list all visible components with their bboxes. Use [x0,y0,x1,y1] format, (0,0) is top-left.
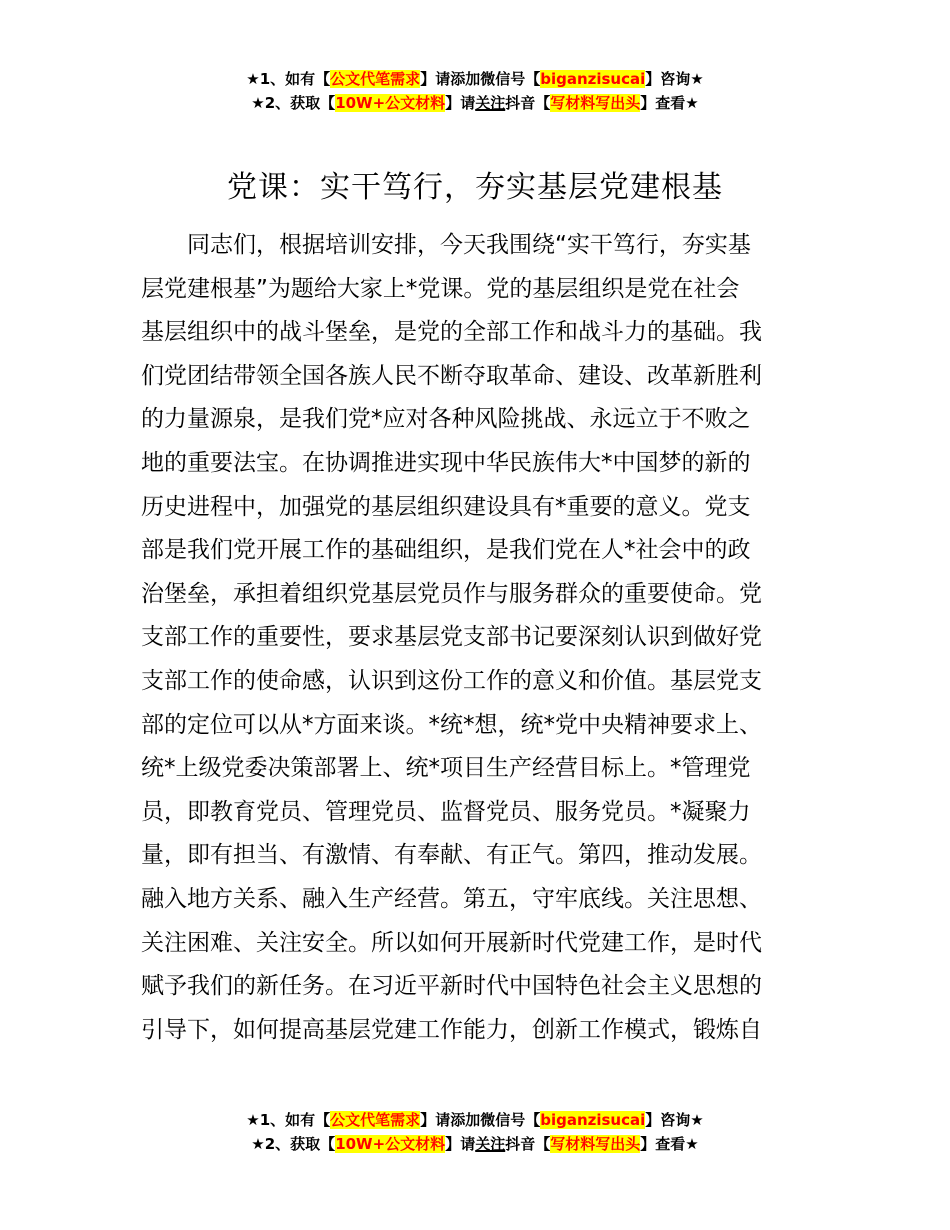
highlight-text: 公文代笔需求 [330,70,421,88]
body-line: 量，即有担当、有激情、有奉献、有正气。第四，推动发展。 [141,842,762,869]
highlight-text: 10W+公文材料 [335,94,446,112]
banner-text: 】咨询★ [645,1111,704,1129]
star-icon: ★ [251,94,265,112]
body-line: 历史进程中，加强党的基层组织建设具有*重要的意义。党支 [141,493,751,520]
body-line: 部是我们党开展工作的基础组织，是我们党在人*社会中的政 [141,537,751,564]
body-line: 支部工作的重要性，要求基层党支部书记要深刻认识到做好党 [141,624,762,651]
banner-text: 】请添加微信号【 [420,1111,541,1129]
highlight-text: 10W+公文材料 [335,1135,446,1153]
body-line: 赋予我们的新任务。在习近平新时代中国特色社会主义思想的 [141,973,762,1000]
banner-text: 1、如有【 [259,70,331,88]
footer-banner-line-2 [0,1132,950,1156]
banner-text: 】查看★ [640,1135,699,1153]
banner-text: 2、获取【 [264,94,336,112]
banner-text: 2、获取【 [264,1135,336,1153]
douyin-account-highlight: 写材料写出头 [550,1135,641,1153]
body-line: 们党团结带领全国各族人民不断夺取革命、建设、改革新胜利 [141,362,762,389]
wechat-id-highlight: biganzisucai [540,70,646,88]
body-line: 治堡垒，承担着组织党基层党员作与服务群众的重要使命。党 [141,580,762,607]
header-banner-line-2 [0,91,950,115]
banner-text: 】查看★ [640,94,699,112]
body-line: 的力量源泉，是我们党*应对各种风险挑战、永远立于不败之 [141,406,751,433]
body-line: 融入地方关系、融入生产经营。第五，守牢底线。关注思想、 [141,885,762,912]
footer-banner-line-1 [0,1108,950,1132]
banner-text: 1、如有【 [259,1111,331,1129]
body-line: 部的定位可以从*方面来谈。*统*想，统*党中央精神要求上、 [141,711,762,738]
body-line: 基层组织中的战斗堡垒，是党的全部工作和战斗力的基础。我 [141,319,762,346]
body-line: 引导下，如何提高基层党建工作能力，创新工作模式，锻炼自 [141,1016,762,1043]
body-line: 关注困难、关注安全。所以如何开展新时代党建工作，是时代 [141,929,762,956]
banner-text: 】请 [445,94,476,112]
star-icon: ★ [246,70,260,88]
document-title: 党课：实干笃行，夯实基层党建根基 [227,170,723,205]
douyin-account-highlight: 写材料写出头 [550,94,641,112]
banner-text: 】请添加微信号【 [420,70,541,88]
header-banner-line-1 [0,67,950,91]
underlined-text: 关注 [475,1135,506,1153]
banner-text: 抖音【 [505,1135,551,1153]
body-line: 层党建根基”为题给大家上*党课。党的基层组织是党在社会 [141,275,740,302]
body-line: 地的重要法宝。在协调推进实现中华民族伟大*中国梦的新的 [141,449,751,476]
star-icon: ★ [251,1135,265,1153]
document-body [141,224,811,1052]
underlined-text: 关注 [475,94,506,112]
footer-banner [0,1108,950,1156]
body-line: 统*上级党委决策部署上、统*项目生产经营目标上。*管理党 [141,755,751,782]
highlight-text: 公文代笔需求 [330,1111,421,1129]
banner-text: 】咨询★ [645,70,704,88]
banner-text: 抖音【 [505,94,551,112]
body-line: 支部工作的使命感，认识到这份工作的意义和价值。基层党支 [141,667,762,694]
body-line: 员，即教育党员、管理党员、监督党员、服务党员。*凝聚力 [141,798,751,825]
header-banner [0,67,950,115]
wechat-id-highlight: biganzisucai [540,1111,646,1129]
star-icon: ★ [246,1111,260,1129]
body-line: 同志们，根据培训安排，今天我围绕“实干笃行，夯实基 [187,232,751,258]
banner-text: 】请 [445,1135,476,1153]
